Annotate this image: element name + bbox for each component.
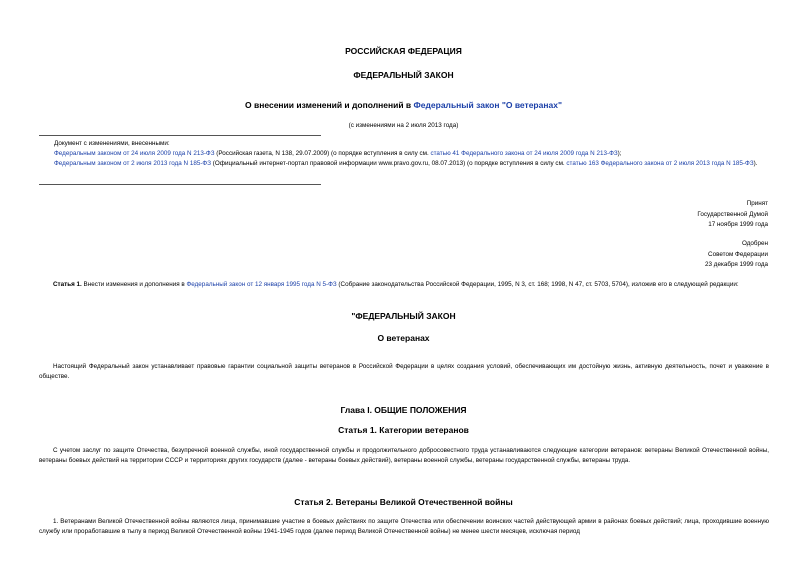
adopted-block xyxy=(697,199,768,231)
top-divider xyxy=(39,135,321,136)
doc-type-heading: ФЕДЕРАЛЬНЫЙ ЗАКОН xyxy=(353,70,454,80)
changes-item-1 xyxy=(39,149,769,159)
adopted-body: Государственной Думой xyxy=(697,210,768,218)
changes-item-1-end: ); xyxy=(617,150,622,157)
law-185-fz-link[interactable]: Федеральным законом от 2 июля 2013 года N 185-ФЗ xyxy=(54,160,212,167)
edition-note: (с изменениями на 2 июля 2013 года) xyxy=(348,122,459,129)
article-1-text: Внести изменения и дополнения в xyxy=(81,281,187,288)
article-1-body: С учетом заслуг по защите Отечества, безупречной военной службы, иной государственной службы и продолжительного добросовестного труда устанавливаются следующие категории ветеранов: ветераны Великой Отечественной войны, ветераны боевых действий на территории СССР и территориях других государств (далее - ветераны боевых действий), ветераны военной службы, ветераны государственной службы, ветераны труда. xyxy=(39,447,769,465)
law-5-fz-link[interactable]: Федеральный закон от 12 января 1995 года N 5-ФЗ xyxy=(186,281,337,288)
article-1-paragraph xyxy=(39,280,769,290)
changes-intro: Документ с изменениями, внесенными: xyxy=(54,140,170,147)
chapter-1-heading: Глава I. ОБЩИЕ ПОЛОЖЕНИЯ xyxy=(340,405,467,415)
approved-body: Советом Федерации xyxy=(708,250,768,258)
law-213-fz-link[interactable]: Федеральным законом от 24 июля 2009 года N 213-ФЗ xyxy=(54,150,215,157)
doc-title-prefix: О внесении изменений и дополнений в xyxy=(245,100,414,110)
changes-item-1-text: (Российская газета, N 138, 29.07.2009) (о порядке вступления в силу см. xyxy=(214,150,431,157)
article-1-text-end: (Собрание законодательства Российской Федерации, 1995, N 3, ст. 168; 1998, N 47, ст. 5703, 5704), изложив его в следующей редакции: xyxy=(336,281,739,288)
adopted-label: Принят xyxy=(746,200,768,207)
changes-item-2-text: (Официальный интернет-портал правовой информации www.pravo.gov.ru, 08.07.2013) (о порядке вступления в силу см. xyxy=(211,160,567,167)
inner-law-title: О ветеранах xyxy=(377,333,430,343)
veterans-law-link[interactable]: Федеральный закон "О ветеранах" xyxy=(413,100,562,110)
approved-block xyxy=(705,239,768,271)
article-1-label: Статья 1. xyxy=(53,281,82,288)
inner-law-heading: "ФЕДЕРАЛЬНЫЙ ЗАКОН xyxy=(351,311,456,321)
doc-title xyxy=(0,100,807,110)
preamble-paragraph: Настоящий Федеральный закон устанавливает правовые гарантии социальной защиты ветеранов в Российской Федерации в целях создания условий, обеспечивающих им достойную жизнь, активную деятельность, почет и уважение в обществе. xyxy=(39,363,769,381)
article-163-link[interactable]: статью 163 Федерального закона от 2 июля 2013 года N 185-ФЗ xyxy=(566,160,754,167)
changes-item-2 xyxy=(39,159,769,169)
article-1-heading: Статья 1. Категории ветеранов xyxy=(338,425,469,435)
article-2-heading: Статья 2. Ветераны Великой Отечественной войны xyxy=(294,497,513,507)
adopted-date: 17 ноября 1999 года xyxy=(708,221,768,228)
approved-date: 23 декабря 1999 года xyxy=(705,261,768,268)
article-41-link[interactable]: статью 41 Федерального закона от 24 июля 2009 года N 213-ФЗ xyxy=(430,150,618,157)
changes-item-2-end: ). xyxy=(753,160,758,167)
bottom-divider xyxy=(39,184,321,185)
article-2-body: 1. Ветеранами Великой Отечественной войны являются лица, принимавшие участие в боевых действиях по защите Отечества или обеспечении воинских частей действующей армии в районах боевых действий; лица, проходившие военную службу или проработавшие в тылу в период Великой Отечественной войны 1941-1945 годов (далее период Великой Отечественной войны) не менее шести месяцев, исключая период xyxy=(39,518,769,536)
approved-label: Одобрен xyxy=(741,240,768,247)
country-heading: РОССИЙСКАЯ ФЕДЕРАЦИЯ xyxy=(345,46,462,56)
